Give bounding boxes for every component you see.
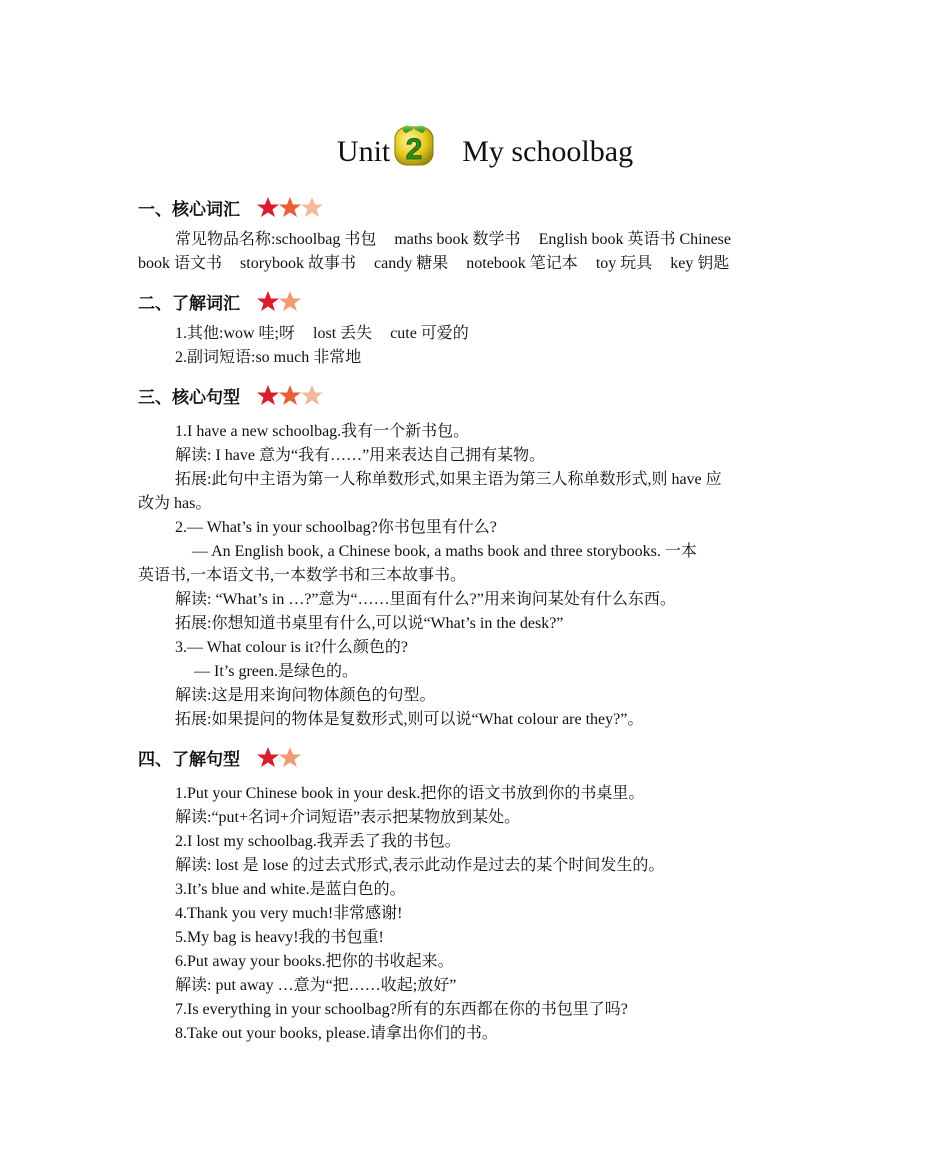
paragraph: 2.— What’s in your schoolbag?你书包里有什么? <box>175 519 497 536</box>
paragraph: 拓展:你想知道书桌里有什么,可以说“What’s in the desk?” <box>175 615 564 632</box>
unit-name: My schoolbag <box>462 135 634 168</box>
paragraph: 7.Is everything in your schoolbag?所有的东西都在你的书包里了吗? <box>175 1001 628 1018</box>
star-icon <box>256 290 280 312</box>
rating-stars <box>256 290 300 312</box>
text-span: storybook 故事书 <box>240 255 357 272</box>
star-icon <box>256 384 280 406</box>
text-span: book 语文书 <box>138 255 223 272</box>
paragraph: 2.I lost my schoolbag.我弄丢了我的书包。 <box>175 833 461 850</box>
section-heading-extra-vocabulary <box>138 286 812 316</box>
paragraph: 解读:“put+名词+介词短语”表示把某物放到某处。 <box>175 809 521 826</box>
paragraph: — It’s green.是绿色的。 <box>194 663 358 680</box>
paragraph: 1.Put your Chinese book in your desk.把你的语文书放到你的书桌里。 <box>175 785 645 802</box>
text-span: candy 糖果 <box>374 255 449 272</box>
text-span: 常见物品名称:schoolbag 书包 <box>175 231 377 248</box>
text-span: lost 丢失 <box>313 325 373 342</box>
text-span: cute 可爱的 <box>390 325 469 342</box>
text-span: toy 玩具 <box>595 255 653 272</box>
text-span: key 钥匙 <box>670 255 730 272</box>
unit-word: Unit <box>336 135 391 168</box>
paragraph: 解读: put away …意为“把……收起;放好” <box>175 977 457 994</box>
paragraph: 6.Put away your books.把你的书收起来。 <box>175 953 454 970</box>
paragraph: 解读:这是用来询问物体颜色的句型。 <box>175 687 436 704</box>
paragraph: 英语书,一本语文书,一本数学书和三本故事书。 <box>138 567 467 584</box>
text-span: maths book 数学书 <box>394 231 521 248</box>
paragraph <box>138 252 812 276</box>
star-icon <box>256 746 280 768</box>
text-span: 1.其他:wow 哇;呀 <box>175 325 296 342</box>
paragraph: 解读: I have 意为“我有……”用来表达自己拥有某物。 <box>175 447 546 464</box>
section-heading-core-vocabulary <box>138 192 812 222</box>
paragraph: 3.— What colour is it?什么颜色的? <box>175 639 409 656</box>
rating-stars <box>256 384 322 406</box>
section-heading-text: 二、了解词汇 <box>138 293 240 314</box>
paragraph: 1.I have a new schoolbag.我有一个新书包。 <box>175 423 470 440</box>
star-icon <box>278 290 302 312</box>
paragraph: 解读: “What’s in …?”意为“……里面有什么?”用来询问某处有什么东西。 <box>175 591 676 608</box>
paragraph: 4.Thank you very much!非常感谢! <box>175 905 403 922</box>
star-icon <box>256 196 280 218</box>
paragraph: 解读: lost 是 lose 的过去式形式,表示此动作是过去的某个时间发生的。 <box>175 857 665 874</box>
paragraph <box>138 322 812 346</box>
star-icon <box>278 746 302 768</box>
paragraph: 5.My bag is heavy!我的书包重! <box>175 929 384 946</box>
text-span: notebook 笔记本 <box>466 255 578 272</box>
rating-stars <box>256 196 322 218</box>
paragraph: 2.副词短语:so much 非常地 <box>175 349 362 366</box>
rating-stars <box>256 746 300 768</box>
section-heading-extra-sentences <box>138 742 812 772</box>
paragraph: 拓展:此句中主语为第一人称单数形式,如果主语为第三人称单数形式,则 have 应 <box>175 471 722 488</box>
star-icon <box>278 384 302 406</box>
star-icon <box>300 384 324 406</box>
section-heading-core-sentences <box>138 380 812 410</box>
section-heading-text: 四、了解句型 <box>138 749 240 770</box>
star-icon <box>278 196 302 218</box>
paragraph: — An English book, a Chinese book, a maths book and three storybooks. 一本 <box>192 543 697 560</box>
paragraph: 拓展:如果提问的物体是复数形式,则可以说“What colour are they?”。 <box>175 711 644 728</box>
text-span: English book 英语书 Chinese <box>538 231 732 248</box>
paragraph <box>138 228 812 252</box>
section-heading-text: 三、核心句型 <box>138 387 240 408</box>
paragraph: 改为 has。 <box>138 495 212 512</box>
section-heading-text: 一、核心词汇 <box>138 199 240 220</box>
document-page <box>138 108 812 1046</box>
unit-number-badge <box>392 123 436 169</box>
unit-number: 2 <box>405 133 423 166</box>
page-title <box>158 108 812 184</box>
star-icon <box>300 196 324 218</box>
paragraph: 3.It’s blue and white.是蓝白色的。 <box>175 881 406 898</box>
paragraph: 8.Take out your books, please.请拿出你们的书。 <box>175 1025 498 1042</box>
